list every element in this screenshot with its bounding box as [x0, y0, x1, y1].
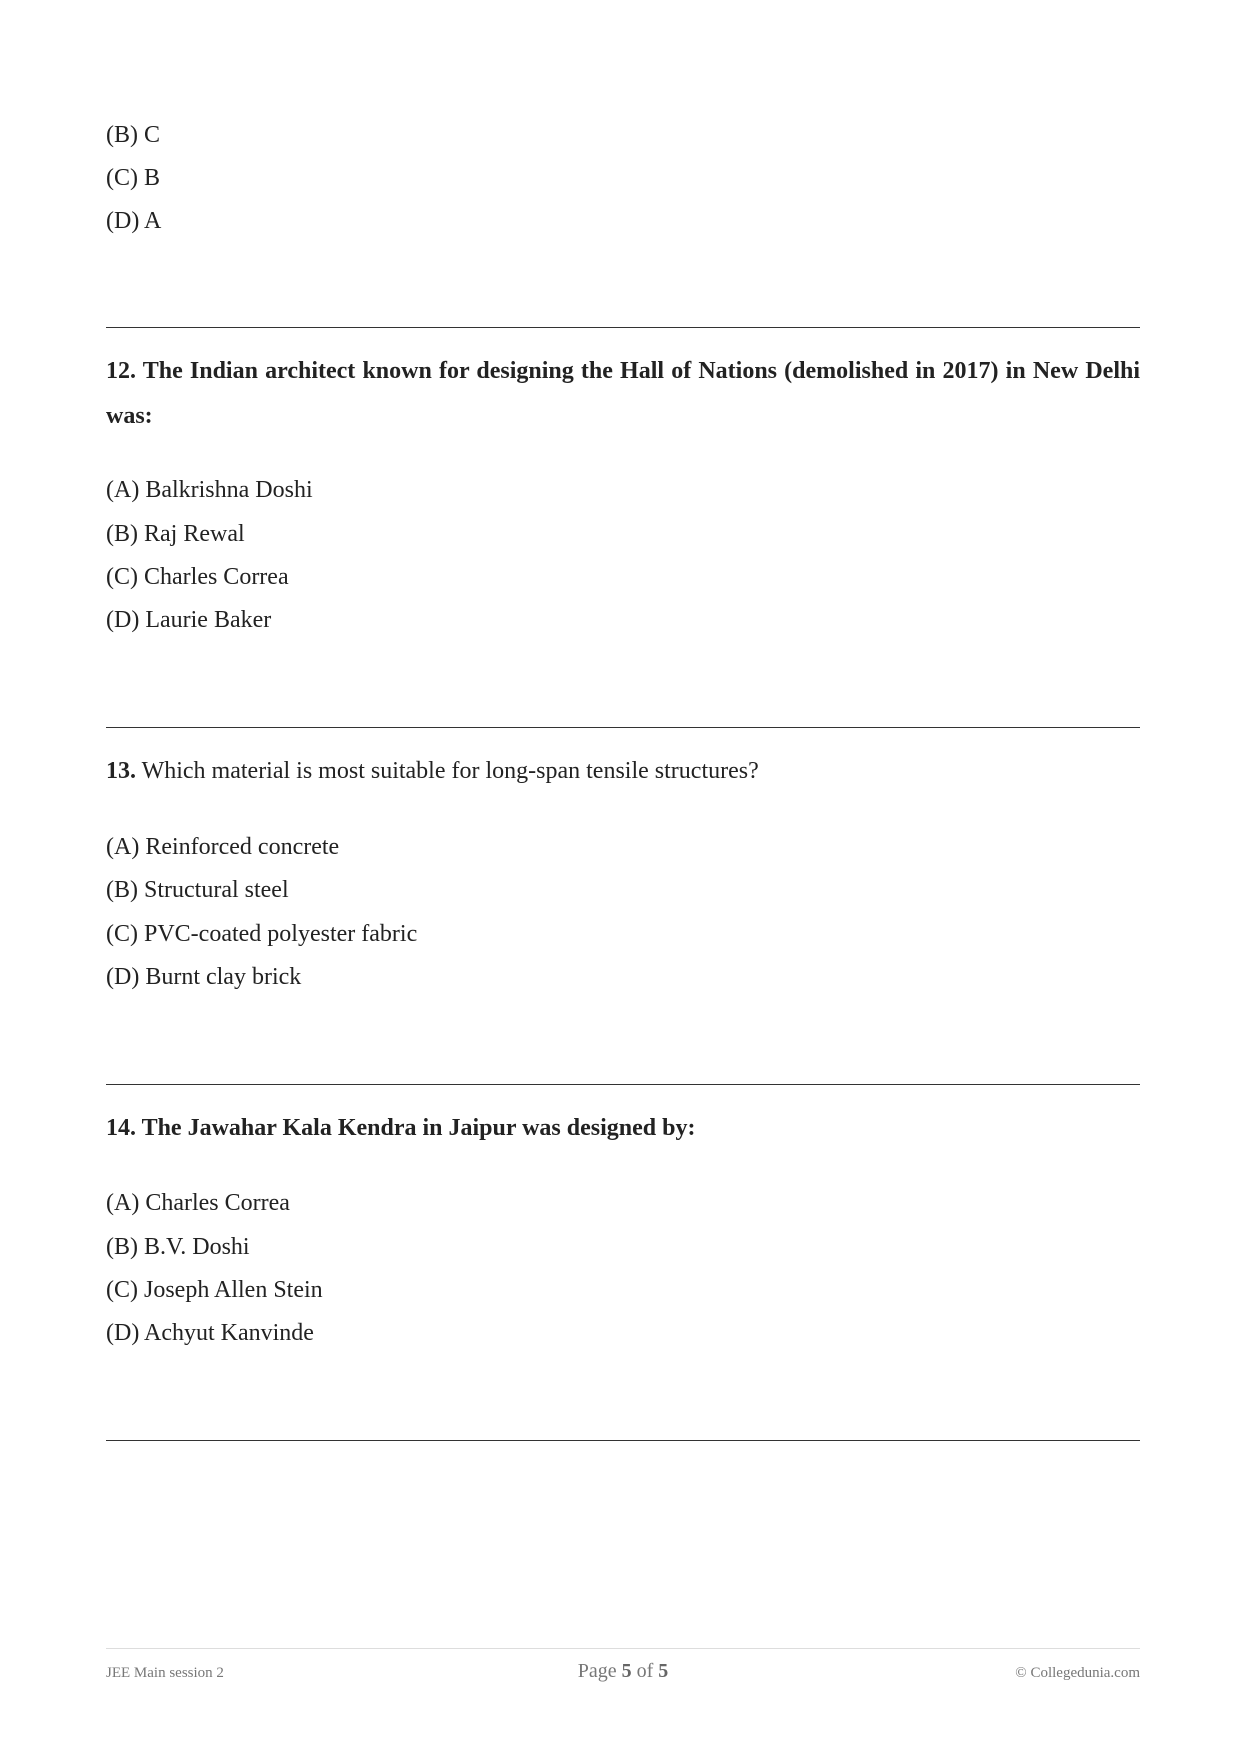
q12-option-d: (D) Laurie Baker [106, 607, 272, 633]
divider [106, 1440, 1140, 1441]
q12-number: 12. [106, 358, 136, 384]
q14-number: 14. [106, 1115, 136, 1141]
q12-text: The Indian architect known for designing the Hall of Nations (demolished in 2017) in New Delhi was: [106, 358, 1140, 429]
divider [106, 727, 1140, 728]
q11-option-c: (C) B [106, 165, 160, 191]
q11-option-d: (D) A [106, 208, 162, 234]
footer-divider [106, 1648, 1140, 1649]
q13-number: 13. [106, 758, 136, 784]
q14-option-d: (D) Achyut Kanvinde [106, 1320, 314, 1346]
page-total: 5 [658, 1660, 669, 1682]
divider [106, 327, 1140, 328]
q13-option-d: (D) Burnt clay brick [106, 964, 302, 990]
page-current: 5 [621, 1660, 632, 1682]
q14-question [106, 1106, 1140, 1151]
q12-option-a: (A) Balkrishna Doshi [106, 477, 313, 503]
q11-option-b: (B) C [106, 122, 160, 148]
divider [106, 1084, 1140, 1085]
q14-option-b: (B) B.V. Doshi [106, 1234, 250, 1260]
q13-option-a: (A) Reinforced concrete [106, 834, 340, 860]
footer-page-number [473, 1659, 773, 1683]
q13-option-b: (B) Structural steel [106, 877, 289, 903]
footer-exam-name: JEE Main session 2 [106, 1665, 224, 1681]
page-label: Page [577, 1660, 617, 1682]
q13-text: Which material is most suitable for long-span tensile structures? [141, 758, 759, 784]
q12-option-c: (C) Charles Correa [106, 564, 289, 590]
page-of-label: of [636, 1660, 654, 1682]
q13-option-c: (C) PVC-coated polyester fabric [106, 921, 418, 947]
q14-option-c: (C) Joseph Allen Stein [106, 1277, 323, 1303]
q12-option-b: (B) Raj Rewal [106, 521, 245, 547]
q13-question [106, 749, 1140, 794]
footer-copyright: © Collegedunia.com [1015, 1665, 1140, 1681]
q14-text: The Jawahar Kala Kendra in Jaipur was designed by: [141, 1115, 696, 1141]
q14-option-a: (A) Charles Correa [106, 1190, 290, 1216]
q12-question [106, 349, 1140, 439]
